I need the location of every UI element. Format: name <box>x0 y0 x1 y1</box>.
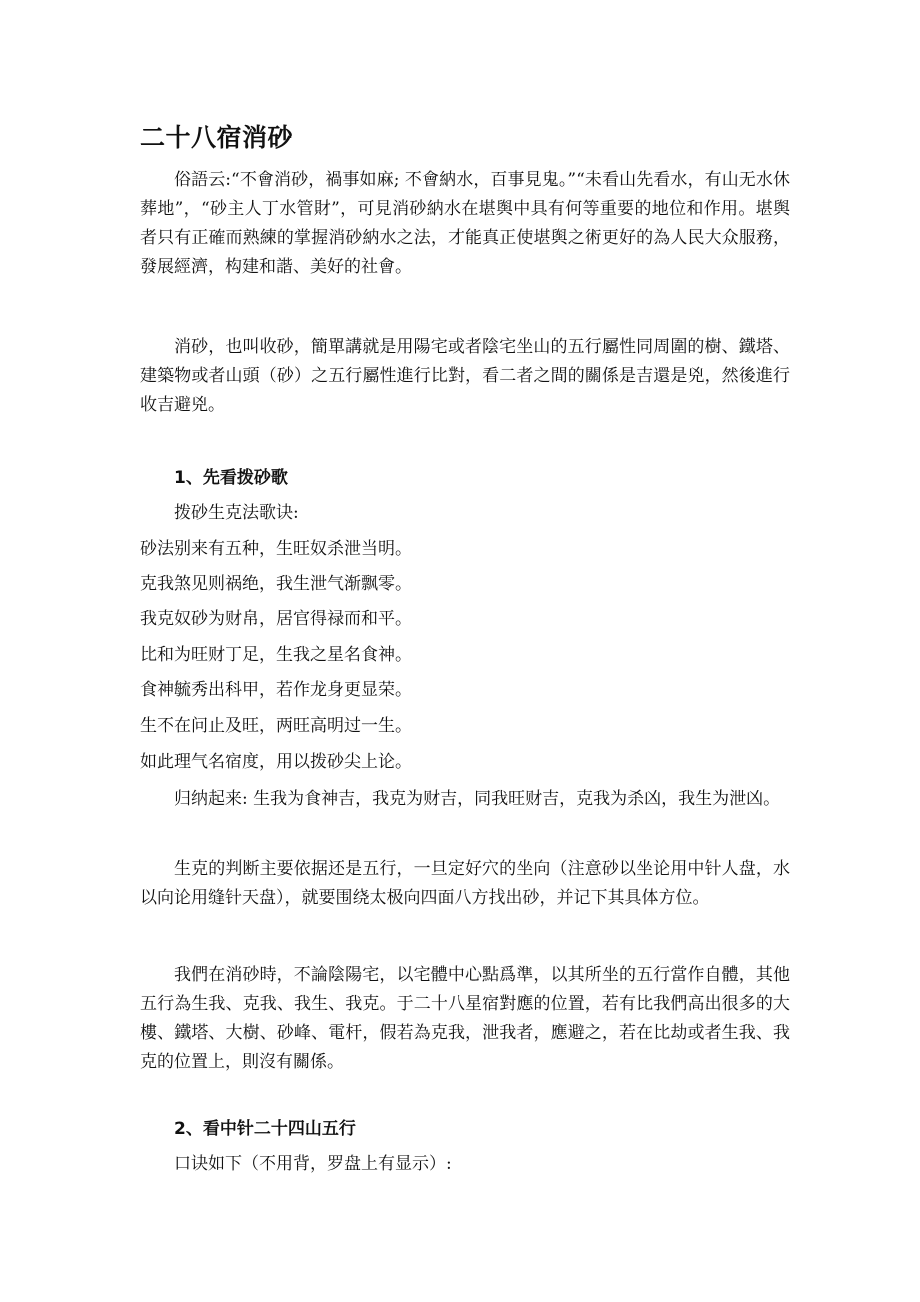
judgement-paragraph: 生克的判断主要依据还是五行，一旦定好穴的坐向（注意砂以坐论用中针人盘，水以向论用缝针天盘），就要围绕太极向四面八方找出砂，并记下其具体方位。 <box>140 859 790 908</box>
verse-line-7: 如此理气名宿度，用以拨砂尖上论。 <box>140 752 412 772</box>
section-2-heading: 2、看中针二十四山五行 <box>174 1119 356 1139</box>
verse-line-6: 生不在问止及旺，两旺高明过一生。 <box>140 716 412 736</box>
page-title: 二十八宿消砂 <box>140 123 294 152</box>
summary-paragraph: 归纳起来: 生我为食神吉，我克为财吉，同我旺财吉，克我为杀凶，我生为泄凶。 <box>174 789 781 809</box>
verse-line-4: 比和为旺财丁足，生我之星名食神。 <box>140 645 412 665</box>
section-2-intro: 口诀如下（不用背，罗盘上有显示）: <box>174 1154 452 1174</box>
verse-line-3: 我克奴砂为财帛，居官得禄而和平。 <box>140 609 412 629</box>
intro-paragraph: 俗語云:“不會消砂，禍事如麻; 不會納水，百事見鬼。”“未看山先看水，有山无水休葬地”，“砂主人丁水管財”，可見消砂納水在堪舆中具有何等重要的地位和作用。堪舆者只有正確而熟練的掌握消砂納水之法，才能真正使堪舆之術更好的為人民大众服務，發展經濟，构建和諧、美好的社會。 <box>140 170 790 277</box>
section-1-heading: 1、先看拨砂歌 <box>174 468 288 488</box>
verse-intro: 拨砂生克法歌诀: <box>174 503 299 523</box>
definition-paragraph: 消砂，也叫收砂，簡單講就是用陽宅或者陰宅坐山的五行屬性同周圍的樹、鐵塔、建築物或者山頭（砂）之五行屬性進行比對，看二者之間的關係是吉還是兇，然後進行收吉避兇。 <box>140 337 790 415</box>
verse-line-2: 克我煞见则祸绝，我生泄气渐飘零。 <box>140 574 412 594</box>
verse-line-5: 食神毓秀出科甲，若作龙身更显荣。 <box>140 680 412 700</box>
practice-paragraph: 我們在消砂時，不論陰陽宅，以宅體中心點爲準，以其所坐的五行當作自體，其他五行為生我、克我、我生、我克。于二十八星宿對應的位置，若有比我們高出很多的大樓、鐵塔、大樹、砂峰、電杆，假若為克我，泄我者，應避之，若在比劫或者生我、我克的位置上，則沒有關係。 <box>140 965 790 1072</box>
verse-line-1: 砂法别来有五种，生旺奴杀泄当明。 <box>140 539 412 559</box>
